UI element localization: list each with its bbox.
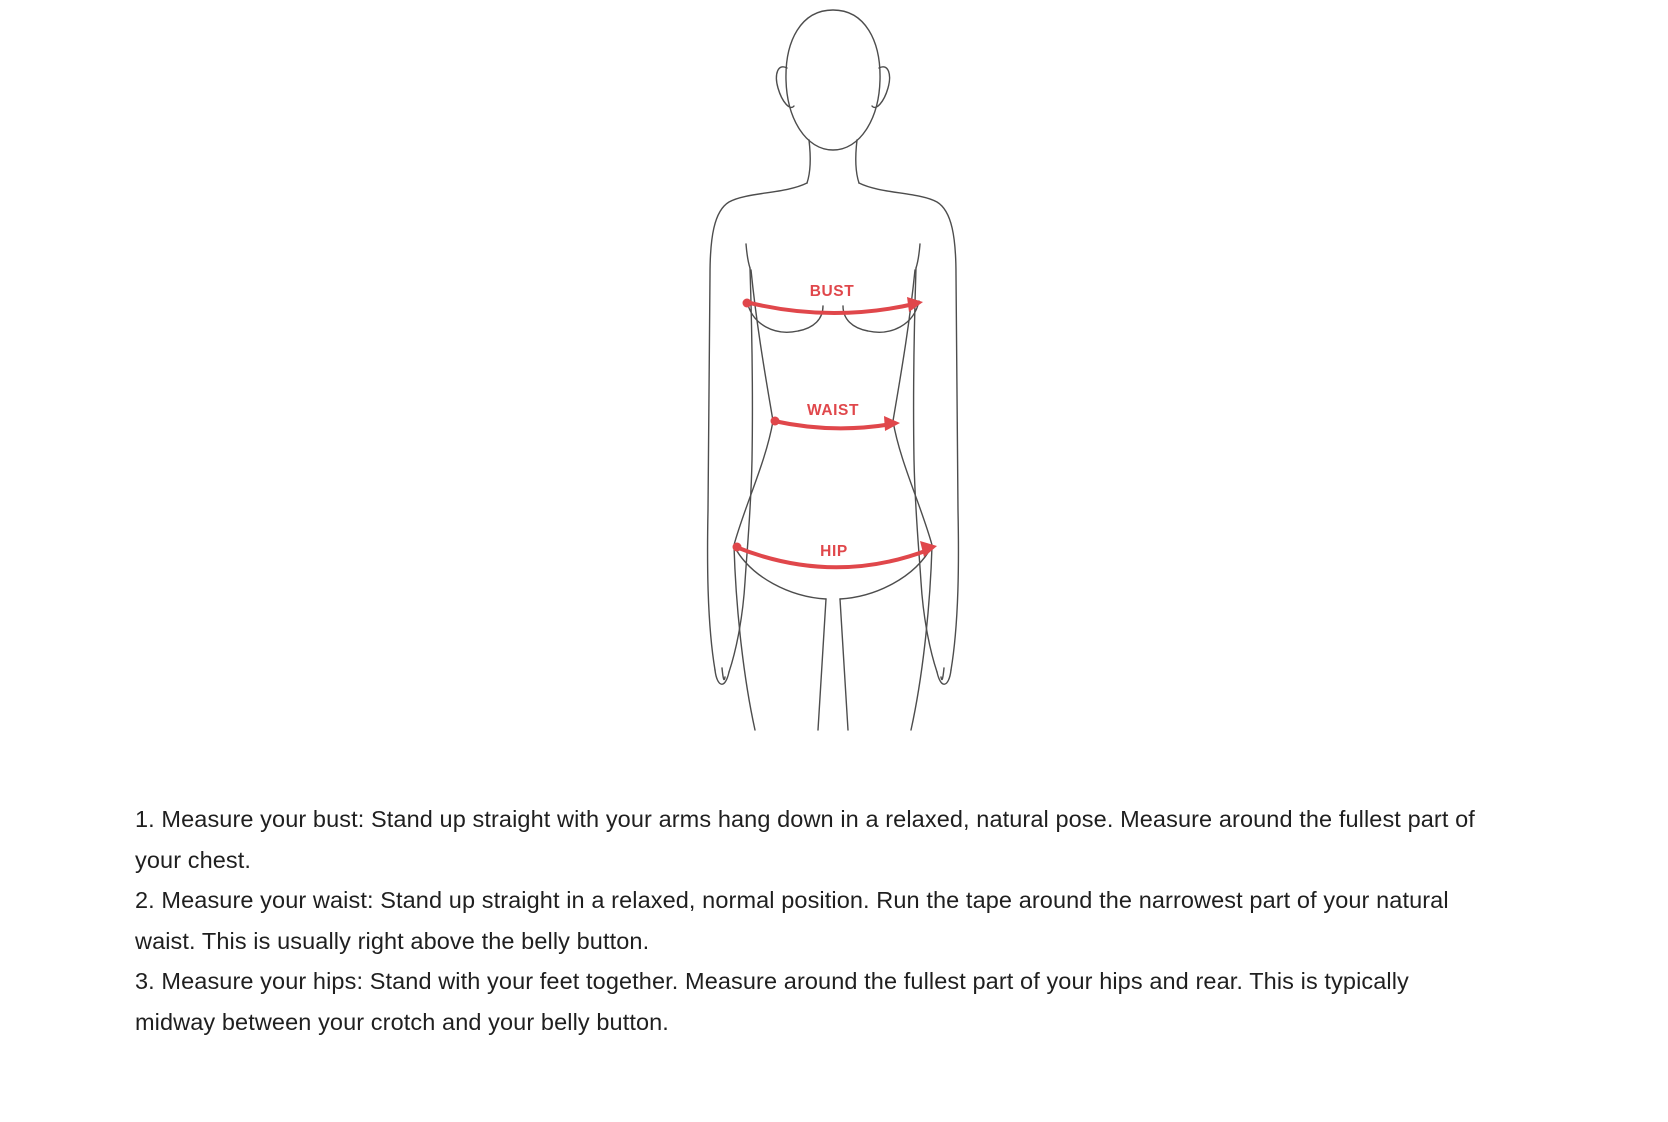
waist-measure-arrow (774, 421, 892, 428)
chest-top-left (746, 244, 750, 268)
neck-right (856, 140, 859, 183)
bust-arrow-start-dot (743, 299, 752, 308)
outer-thigh-left (734, 546, 755, 730)
torso-side-left (734, 270, 773, 545)
measurement-instructions (135, 799, 1495, 1042)
bust-label: BUST (809, 283, 855, 300)
shoulder-arm-left (708, 183, 807, 670)
inner-thigh-left (818, 599, 826, 730)
hip-label: HIP (820, 543, 848, 560)
instruction-item-hips: 3. Measure your hips: Stand with your feet together. Measure around the fullest part of your hips and rear. This is typically midway between your crotch and your belly button. (135, 968, 1409, 1035)
inner-arm-right (914, 268, 937, 672)
hand-left-finger (722, 668, 725, 680)
waist-arrowhead-icon (884, 416, 900, 431)
hip-arrow-start-dot (733, 543, 742, 552)
inner-thigh-right (840, 599, 848, 730)
body-outline (708, 10, 959, 730)
body-outline-svg (633, 0, 1033, 760)
body-measurement-diagram (633, 0, 1033, 760)
ear-right (872, 67, 890, 108)
waist-label: WAIST (806, 402, 860, 419)
instruction-item-bust: 1. Measure your bust: Stand up straight with your arms hang down in a relaxed, natural pose. Measure around the fullest part of your chest. (135, 806, 1475, 873)
chest-top-right (916, 244, 920, 268)
torso-side-right (893, 270, 932, 545)
waist-arrow-start-dot (771, 417, 780, 426)
outer-thigh-right (911, 546, 932, 730)
instruction-item-waist: 2. Measure your waist: Stand up straight in a relaxed, normal position. Run the tape around the narrowest part of your natural waist. This is usually right above the belly button. (135, 887, 1449, 954)
hip-arrowhead-icon (920, 541, 937, 557)
bust-measure-arrow (746, 302, 914, 313)
head-outline (786, 10, 880, 150)
pelvis-left (734, 546, 826, 599)
hand-right-finger (941, 668, 944, 680)
neck-left (807, 140, 810, 183)
inner-arm-left (729, 268, 752, 672)
ear-left (776, 67, 794, 108)
